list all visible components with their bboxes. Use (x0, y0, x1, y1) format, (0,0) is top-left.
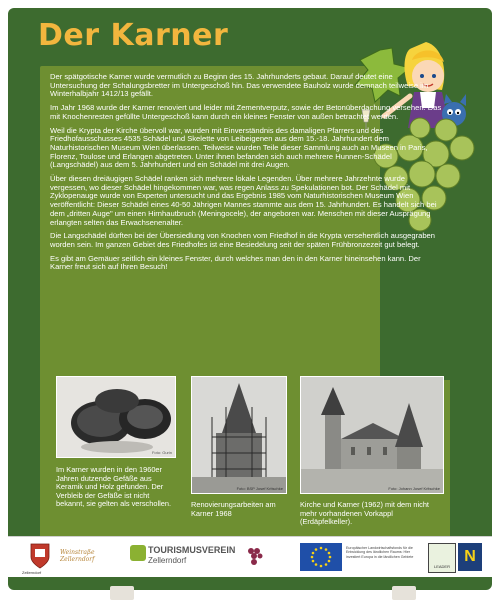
paragraph: Weil die Krypta der Kirche übervoll war, wurden mit Einverständnis des damaligen Pfarrers und des Friedhofausschusses 4535 Schädel und Skelette von Leibeigenen aus dem 15.-18. Jahrhundert dem Naturhistorischen Museum Wien überlassen. Teilweise wurden Teile dieser Sammlung auch an Museen in Paris, Florenz, Toulose und Erlangen abgetreten. Unter ihnen befanden sich auch mehrere Hunnen-Schädel (Langschädel) aus dem 5. Jahrhundert und ein Schädel mit drei Augen. (50, 125, 428, 170)
photo-vessels (56, 376, 176, 458)
grapes-icon (246, 545, 264, 567)
post-right (392, 586, 416, 600)
noe-label: N (464, 548, 476, 565)
paragraph: Über diesen dreiäugigen Schädel ranken sich mehrere lokale Legenden. Über mehrere Jahrzehnte wurde vergessen, wo dieser Schädel hingekommen war, was regen Anlass zu Spekulationen bot. Der Schädel mit Zyklopenauge wurde von Experten untersucht und das Ergebnis 1985 vom Naturhistorischen Museum Wien veröffentlicht: Dieser Schädel eines 40-50 Jährigen Mannes stammte aus dem 15. Jahrhundert. Es handelt sich bei dem „dritten Auge" um einen Hirnhautbruch (Meningocele), der angeboren war. Menschen mit dieser Ausprägung erlangten selten das Erwachsenenalter. (50, 174, 437, 227)
renovation-image (192, 377, 286, 493)
tourism-name: TOURISMUSVEREIN (148, 545, 236, 555)
eu-funding-text: Europäischer Landwirtschaftsfonds für die Entwicklung des ländlichen Raums: Hier investiert Europa in die ländlichen Gebiete (346, 546, 414, 559)
municipality-label: Zellerndorf (22, 570, 42, 575)
photo-caption: Kirche und Karner (1962) mit dem nicht mehr vorhandenen Vorkappl (Erdäpfelkeller). (300, 500, 429, 527)
photo-caption: Im Karner wurden in den 1960er Jahren dutzende Gefäße aus Keramik und Holz gefunden. Der Verbleib der Gefäße ist nicht bekannt, sie gelten als verschollen. (56, 465, 172, 509)
photo-church (300, 376, 444, 494)
church-image (301, 377, 443, 493)
tourism-place: Zellerndorf (148, 556, 187, 565)
leader-label: LEADER (433, 564, 450, 569)
photo-credit: Foto: Johann Josef Kritschke (388, 486, 440, 491)
coat-of-arms-icon (30, 543, 50, 569)
paragraph: Im Jahr 1968 wurde der Karner renoviert und leider mit Zementverputz, sowie der Betonüberdachung versehen. Das mit Knochenresten gefüllte Untergeschoß kann durch ein kleines Fenster von außen betrachtet werden. (50, 103, 442, 121)
article-body (50, 73, 442, 277)
weinstrasse-logo: Weinstraße Zellerndorf (60, 549, 95, 563)
photo-credit: Foto: BSP Josef Kritschke (236, 486, 283, 491)
footer-logos (8, 536, 492, 577)
tourism-logo-mark (130, 545, 146, 561)
paragraph: Es gibt am Gemäuer seitlich ein kleines Fenster, durch welches man den in den Karner hineinsehen kann. Der Karner freut sich auf Ihren Besuch! (50, 253, 421, 272)
leader-logo (428, 543, 456, 573)
paragraph: Die Langschädel dürften bei der Übersiedlung von Knochen vom Friedhof in die Krypta versehentlich ausgegraben worden sein. Im ganzen Gebiet des Friedhofes ist eine Besiedelung seit der späten Frühbronzezeit gut belegt. (50, 231, 435, 249)
page-title: Der Karner (38, 18, 229, 53)
vessels-image (57, 377, 175, 457)
post-left (110, 586, 134, 600)
photo-credit: Foto: Gurin (151, 450, 172, 455)
paragraph: Der spätgotische Karner wurde vermutlich zu Beginn des 15. Jahrhunderts gebaut. Darauf deutet eine Untersuchung der Schalungsbretter im Untergeschoß hin. Das verwendete Bauholz wurde demnach teilweise im Winterhalbjahr 1412/13 gefällt. (50, 72, 429, 99)
noe-logo (458, 543, 482, 571)
photo-renovation (191, 376, 287, 494)
eu-flag-icon (300, 543, 342, 571)
photo-caption: Renovierungsarbeiten am Karner 1968 (191, 500, 276, 518)
